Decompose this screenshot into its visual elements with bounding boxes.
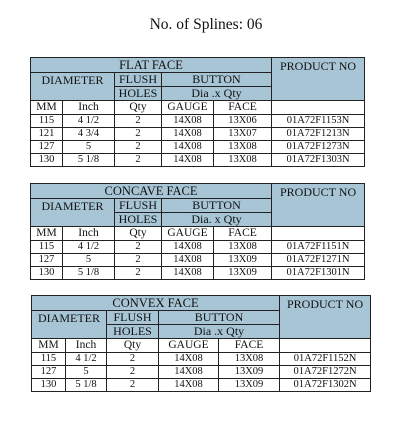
gauge-header: GAUGE [159, 339, 219, 353]
inch-header: Inch [63, 227, 115, 241]
button-header-line1: BUTTON [162, 199, 272, 213]
concave-face-table [30, 183, 365, 280]
flush-header-line1: FLUSH [115, 73, 162, 87]
button-header-line2: Dia. x Qty [162, 213, 272, 227]
table-title: CONCAVE FACE [31, 184, 272, 199]
gauge-header: GAUGE [162, 227, 214, 241]
table-row: 130 5 1/8 2 14X08 13X08 01A72F1303N [31, 154, 365, 167]
flush-header-line2: HOLES [107, 325, 159, 339]
table-row: 127 5 2 14X08 13X09 01A72F1271N [31, 254, 365, 267]
mm-header: MM [31, 227, 63, 241]
button-header-line2: Dia .x Qty [162, 87, 272, 101]
product-no-header: PRODUCT NO [272, 58, 365, 101]
button-header-line1: BUTTON [162, 73, 272, 87]
face-header: FACE [214, 101, 272, 115]
table-row: 127 5 2 14X08 13X09 01A72F1272N [32, 366, 371, 379]
gauge-header: GAUGE [162, 101, 214, 115]
table-row: 121 4 3/4 2 14X08 13X07 01A72F1213N [31, 128, 365, 141]
flat-face-table [30, 57, 365, 167]
table-row: 115 4 1/2 2 14X08 13X08 01A72F1152N [32, 353, 371, 366]
page-title: No. of Splines: 06 [149, 16, 263, 33]
convex-face-table [31, 295, 371, 392]
table-row: 115 4 1/2 2 14X08 13X08 01A72F1151N [31, 241, 365, 254]
face-header: FACE [214, 227, 272, 241]
table-row: 130 5 1/8 2 14X08 13X09 01A72F1301N [31, 267, 365, 280]
product-no-header: PRODUCT NO [272, 184, 365, 227]
qty-header: Qty [107, 339, 159, 353]
qty-header: Qty [115, 227, 162, 241]
mm-header: MM [32, 339, 66, 353]
product-no-header: PRODUCT NO [280, 296, 371, 339]
diameter-header: DIAMETER [32, 311, 107, 339]
button-header-line1: BUTTON [159, 311, 280, 325]
flush-header-line1: FLUSH [115, 199, 162, 213]
diameter-header: DIAMETER [31, 199, 115, 227]
flush-header-line2: HOLES [115, 87, 162, 101]
inch-header: Inch [66, 339, 107, 353]
button-header-line2: Dia .x Qty [159, 325, 280, 339]
flush-header-line1: FLUSH [107, 311, 159, 325]
flush-header-line2: HOLES [115, 213, 162, 227]
table-row: 127 5 2 14X08 13X08 01A72F1273N [31, 141, 365, 154]
inch-header: Inch [63, 101, 115, 115]
table-row: 130 5 1/8 2 14X08 13X09 01A72F1302N [32, 379, 371, 392]
diameter-header: DIAMETER [31, 73, 115, 101]
table-title: CONVEX FACE [32, 296, 280, 311]
table-title: FLAT FACE [31, 58, 272, 73]
mm-header: MM [31, 101, 63, 115]
qty-header: Qty [115, 101, 162, 115]
table-row: 115 4 1/2 2 14X08 13X06 01A72F1153N [31, 115, 365, 128]
face-header: FACE [219, 339, 280, 353]
